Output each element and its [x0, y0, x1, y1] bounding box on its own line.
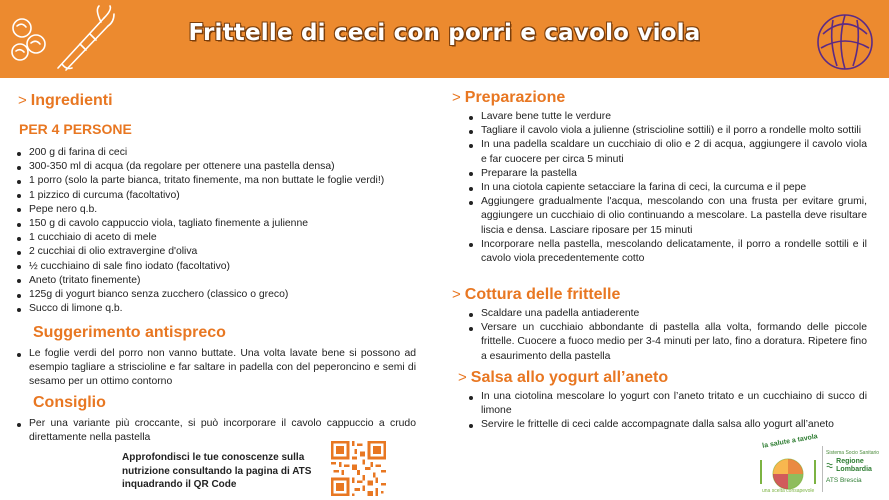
ingredienti-heading: > Ingredienti [18, 92, 113, 109]
list-item: 125g di yogurt bianco senza zucchero (classico o greco) [15, 288, 415, 302]
list-item: ½ cucchiaino di sale fino iodato (facoltativo) [15, 260, 415, 274]
list-item: In una ciotolina mescolare lo yogurt con l’aneto tritato e un cucchiaino di succo di limone [467, 390, 867, 418]
list-item: 2 cucchiai di olio extravergine d'oliva [15, 245, 415, 259]
ats-name-label: ATS Brescia [826, 477, 862, 484]
list-item: 1 pizzico di curcuma (facoltativo) [15, 189, 415, 203]
qr-code[interactable] [331, 441, 386, 496]
ats-region-label: Regione Lombardia [836, 458, 872, 473]
salute-logo-sub: una scelta consapevole [762, 488, 815, 494]
logo-divider [822, 446, 823, 492]
list-item: Per una variante più croccante, si può incorporare il cavolo cappuccio a crudo direttamente nella pastella [15, 417, 416, 445]
ats-system-label: Sistema Socio Sanitario [826, 450, 880, 456]
servings-label: PER 4 PERSONE [19, 121, 132, 137]
ats-brescia-logo [826, 450, 888, 484]
salsa-heading: > Salsa allo yogurt all’aneto [458, 369, 669, 386]
list-item: Incorporare nella pastella, mescolando delicatamente, il porro a rondelle sottili e il cavolo viola precedentemente cotto [467, 238, 867, 266]
cabbage-icon [809, 4, 881, 76]
list-item: Succo di limone q.b. [15, 302, 415, 316]
qr-caption: Approfondisci le tue conoscenze sulla nutrizione consultando la pagina di ATS inquadrando il QR Code [122, 452, 312, 490]
list-item: Versare un cucchiaio abbondante di pastella alla volta, formando delle piccole frittelle. Cuocere a fuoco medio per 3-4 minuti per lato, fino a doratura. Ripetere fino a esaurimento della pastella [467, 321, 867, 364]
list-item: Le foglie verdi del porro non vanno buttate. Una volta lavate bene si possono ad esempio tagliare a striscioline e far saltare in padella con del peperoncino e semi di sesamo per un ottimo contorno [15, 347, 416, 390]
chevron-right-icon: > [452, 286, 461, 303]
page-title: Frittelle di ceci con porri e cavolo viola [188, 20, 701, 46]
ingredients-list [15, 146, 415, 316]
consiglio-heading: Consiglio [33, 394, 106, 411]
list-item: In una ciotola capiente setacciare la farina di ceci, la curcuma e il pepe [467, 181, 867, 195]
chevron-right-icon: > [458, 369, 467, 386]
regione-lombardia-mark-icon [826, 461, 833, 470]
salsa-list [467, 390, 867, 433]
list-item: Lavare bene tutte le verdure [467, 110, 867, 124]
salute-logo-text: la salute a tavola [761, 433, 819, 450]
chevron-right-icon: > [18, 92, 27, 109]
list-item: Preparare la pastella [467, 167, 867, 181]
list-item: Aggiungere gradualmente l'acqua, mescolando con una frusta per evitare grumi, aggiungere un cucchiaio di olio continuando a mescolare. La pastella deve risultare liscia e densa. Lasciare riposare per 15 minuti [467, 195, 867, 238]
list-item: 300-350 ml di acqua (da regolare per ottenere una pastella densa) [15, 160, 415, 174]
list-item: 200 g di farina di ceci [15, 146, 415, 160]
list-item: Servire le frittelle di ceci calde accompagnate dalla salsa allo yogurt all’aneto [467, 418, 867, 432]
list-item: 150 g di cavolo cappuccio viola, tagliato finemente a julienne [15, 217, 415, 231]
preparazione-heading: > Preparazione [452, 89, 566, 106]
list-item: In una padella scaldare un cucchiaio di olio e 2 di acqua, aggiungere il cavolo viola e far cuocere per circa 5 minuti [467, 138, 867, 166]
list-item: Pepe nero q.b. [15, 203, 415, 217]
chevron-right-icon: > [452, 89, 461, 106]
list-item: 1 porro (solo la parte bianca, tritato finemente, ma non buttate le foglie verdi!) [15, 174, 415, 188]
antispreco-list [15, 347, 416, 390]
cottura-heading: > Cottura delle frittelle [452, 286, 621, 303]
list-item: 1 cucchiaio di aceto di mele [15, 231, 415, 245]
header-banner [0, 0, 889, 78]
cottura-list [467, 307, 867, 364]
antispreco-heading: Suggerimento antispreco [33, 324, 226, 341]
preparazione-list [467, 110, 867, 266]
list-item: Tagliare il cavolo viola a julienne (striscioline sottili) e il porro a rondelle molto sottili [467, 124, 867, 138]
list-item: Scaldare una padella antiaderente [467, 307, 867, 321]
list-item: Aneto (tritato finemente) [15, 274, 415, 288]
